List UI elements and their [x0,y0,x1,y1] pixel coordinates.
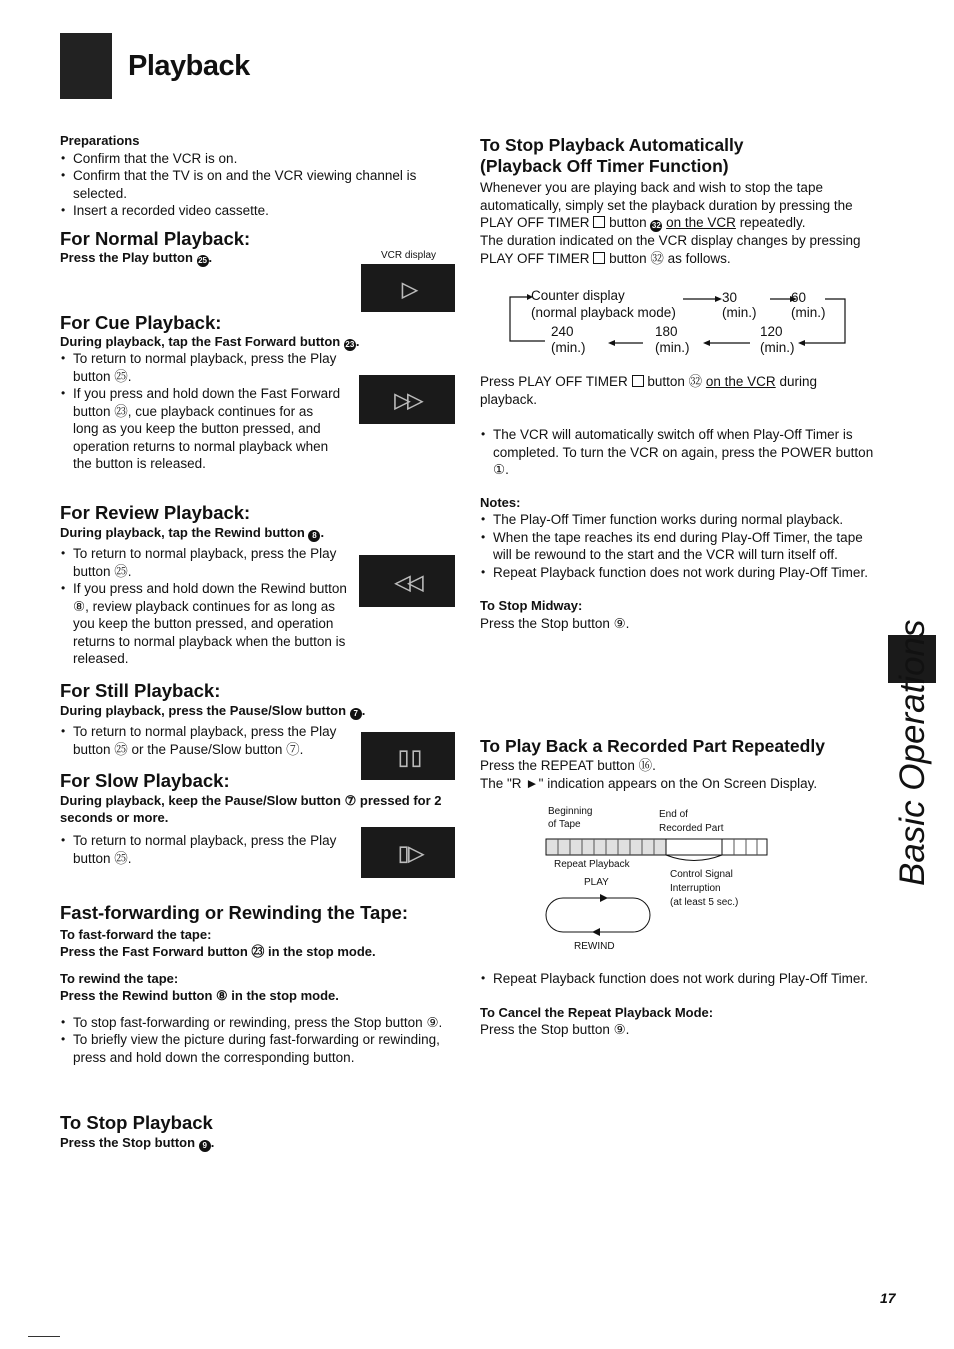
list-item: • When the tape reaches its end during Play-Off Timer, the tape will be rewound to the start and the VCR will turn itself off. [480,529,875,564]
vcr-display-label: VCR display [381,250,437,261]
counter-display-sub: (normal playback mode) [531,305,676,320]
review-list-wrap [60,545,350,668]
slow-list-wrap [60,832,350,867]
list-item: • To stop fast-forwarding or rewinding, press the Stop button ⑨. [60,1014,455,1032]
list-item: • Repeat Playback function does not work during Play-Off Timer. [480,564,875,582]
left-column [60,132,452,267]
repeat-diagram [538,836,778,946]
vcr-display-still-icon: ▯▯ [361,732,455,780]
review-playback-title: For Review Playback: [60,502,251,523]
value-60: 60 [791,290,807,305]
preparations-title: Preparations [60,133,140,148]
stop-section [60,1104,450,1152]
vcr-display-play-icon: ▷ [361,264,455,312]
rewind-button-icon: 8 [308,530,320,542]
stop-instruction: Press the Stop button 9 . [60,1134,215,1150]
vcr-display-review-icon: ◁◁ [359,555,455,607]
cue-instruction-wrap [60,333,450,351]
play-button-icon: 25 [198,256,207,265]
list-item: • To return to normal playback, press the Play button ㉕. [60,832,350,867]
list-item: • Confirm that the TV is on and the VCR viewing channel is selected. [60,167,452,202]
unit-min: (min.) [551,340,586,355]
diagram-beginning: Beginning of Tape [548,806,593,830]
normal-instruction: Press the Play button 25 . [60,250,213,265]
still-playback-title: For Still Playback: [60,680,221,701]
auto-details [480,373,875,632]
diagram-control-signal: Control Signal Interruption (at least 5 sec.) [670,869,739,908]
auto-paragraph-1: Whenever you are playing back and wish to stop the tape automatically, simply set the playback duration by pressing the PLAY OFF TIMER button 32 on the VCR repeatedly. [480,180,853,230]
page-number: 17 [880,1290,896,1306]
footer-rule [28,1336,60,1337]
unit-min: (min.) [760,340,795,355]
unit-min: (min.) [722,305,757,320]
auto-paragraph-2: The duration indicated on the VCR display changes by pressing PLAY OFF TIMER button ㉜ as follows. [480,233,861,266]
repeat-title: To Play Back a Recorded Part Repeatedly [480,736,825,756]
press-timer-text: Press PLAY OFF TIMER button ㉜ on the VCR during playback. [480,374,817,407]
list-item: • To return to normal playback, press the Play button ㉕. [60,545,350,580]
timer-button-icon [632,375,644,387]
value-30: 30 [722,290,738,305]
right-column [480,135,875,267]
slow-playback-title: For Slow Playback: [60,770,230,791]
still-section [60,672,450,720]
list-item: • Insert a recorded video cassette. [60,202,452,220]
value-120: 120 [760,324,783,339]
review-section [60,494,450,542]
list-item: • Repeat Playback function does not work during Play-Off Timer. [480,970,875,988]
auto-stop-title-2: (Playback Off Timer Function) [480,156,729,176]
timer-button-icon [593,216,605,228]
repeat-p1: Press the REPEAT button ⑯. [480,758,656,773]
value-240: 240 [551,324,574,339]
stop-midway-title: To Stop Midway: [480,598,583,613]
cancel-repeat-text: Press the Stop button ⑨. [480,1022,630,1037]
cue-section [60,300,360,334]
ff-text: Press the Fast Forward button ㉓ in the stop mode. [60,944,376,959]
list-item: • To return to normal playback, press the Play button ㉕. [60,350,342,385]
counter-display-label: Counter display [531,288,625,303]
slow-section [60,762,450,827]
stop-midway-text: Press the Stop button ⑨. [480,615,630,631]
timer-button-number-icon: 32 [651,221,661,230]
ff-section [60,894,455,1066]
ff-button-icon: 23 [345,340,355,349]
list-item: • The VCR will automatically switch off when Play-Off Timer is completed. To turn the VCR on again, press the POWER button ①. [480,426,875,479]
repeat-notes [480,970,875,1039]
repeat-section [480,736,875,792]
normal-playback-title: For Normal Playback: [60,227,251,249]
ff-rewind-title: Fast-forwarding or Rewinding the Tape: [60,902,409,923]
vcr-display-slow-icon: ▯▷ [361,827,455,878]
list-item: • Confirm that the VCR is on. [60,150,452,168]
diagram-repeat-playback: Repeat Playback [554,859,630,870]
preparations-list [60,150,452,220]
rewind-subtitle: To rewind the tape: [60,970,179,986]
pause-button-icon: 7 [350,708,362,720]
stop-playback-title: To Stop Playback [60,1112,213,1133]
page-title: Playback [128,50,250,82]
repeat-p2: The "R ►" indication appears on the On Screen Display. [480,775,818,791]
vcr-display-cue-icon: ▷▷ [359,375,455,424]
cancel-repeat-title: To Cancel the Repeat Playback Mode: [480,1004,714,1020]
stop-button-icon: 9 [199,1140,211,1152]
still-instruction: During playback, press the Pause/Slow button 7 . [60,702,366,718]
title-block-icon [60,33,112,99]
timer-button-icon [593,252,605,264]
list-item: • If you press and hold down the Rewind button ⑧, review playback continues for as long as you keep the button pressed, and operation returns to normal playback when the button is released. [60,580,350,668]
list-item: • The Play-Off Timer function works during normal playback. [480,511,875,529]
side-tab-text: Basic Operations [893,619,932,886]
diagram-rewind: REWIND [574,941,615,952]
slow-instruction: During playback, keep the Pause/Slow button ⑦ pressed for 2 seconds or more. [60,792,442,825]
diagram-end: End of Recorded Part [659,809,724,834]
auto-stop-title-1: To Stop Playback Automatically [480,135,744,155]
cue-instruction: During playback, tap the Fast Forward button 23 . [60,334,360,349]
rewind-text: Press the Rewind button ⑧ in the stop mode. [60,988,339,1003]
ff-subtitle: To fast-forward the tape: [60,926,212,942]
list-item: • To return to normal playback, press the Play button ㉕ or the Pause/Slow button ⑦. [60,723,350,758]
diagram-play: PLAY [584,877,609,888]
unit-min: (min.) [791,305,826,320]
still-list-wrap [60,723,350,758]
list-item: • To briefly view the picture during fast-forwarding or rewinding, press and hold down the corresponding button. [60,1031,455,1066]
value-180: 180 [655,324,678,339]
review-instruction: During playback, tap the Rewind button 8 . [60,524,325,540]
cue-playback-title: For Cue Playback: [60,312,222,333]
notes-title: Notes: [480,494,521,510]
unit-min: (min.) [655,340,690,355]
list-item: • If you press and hold down the Fast Forward button ㉓, cue playback continues for as long as you keep the button pressed, and operation returns to normal playback when the button is released. [60,385,342,473]
cue-list-wrap [60,350,342,473]
